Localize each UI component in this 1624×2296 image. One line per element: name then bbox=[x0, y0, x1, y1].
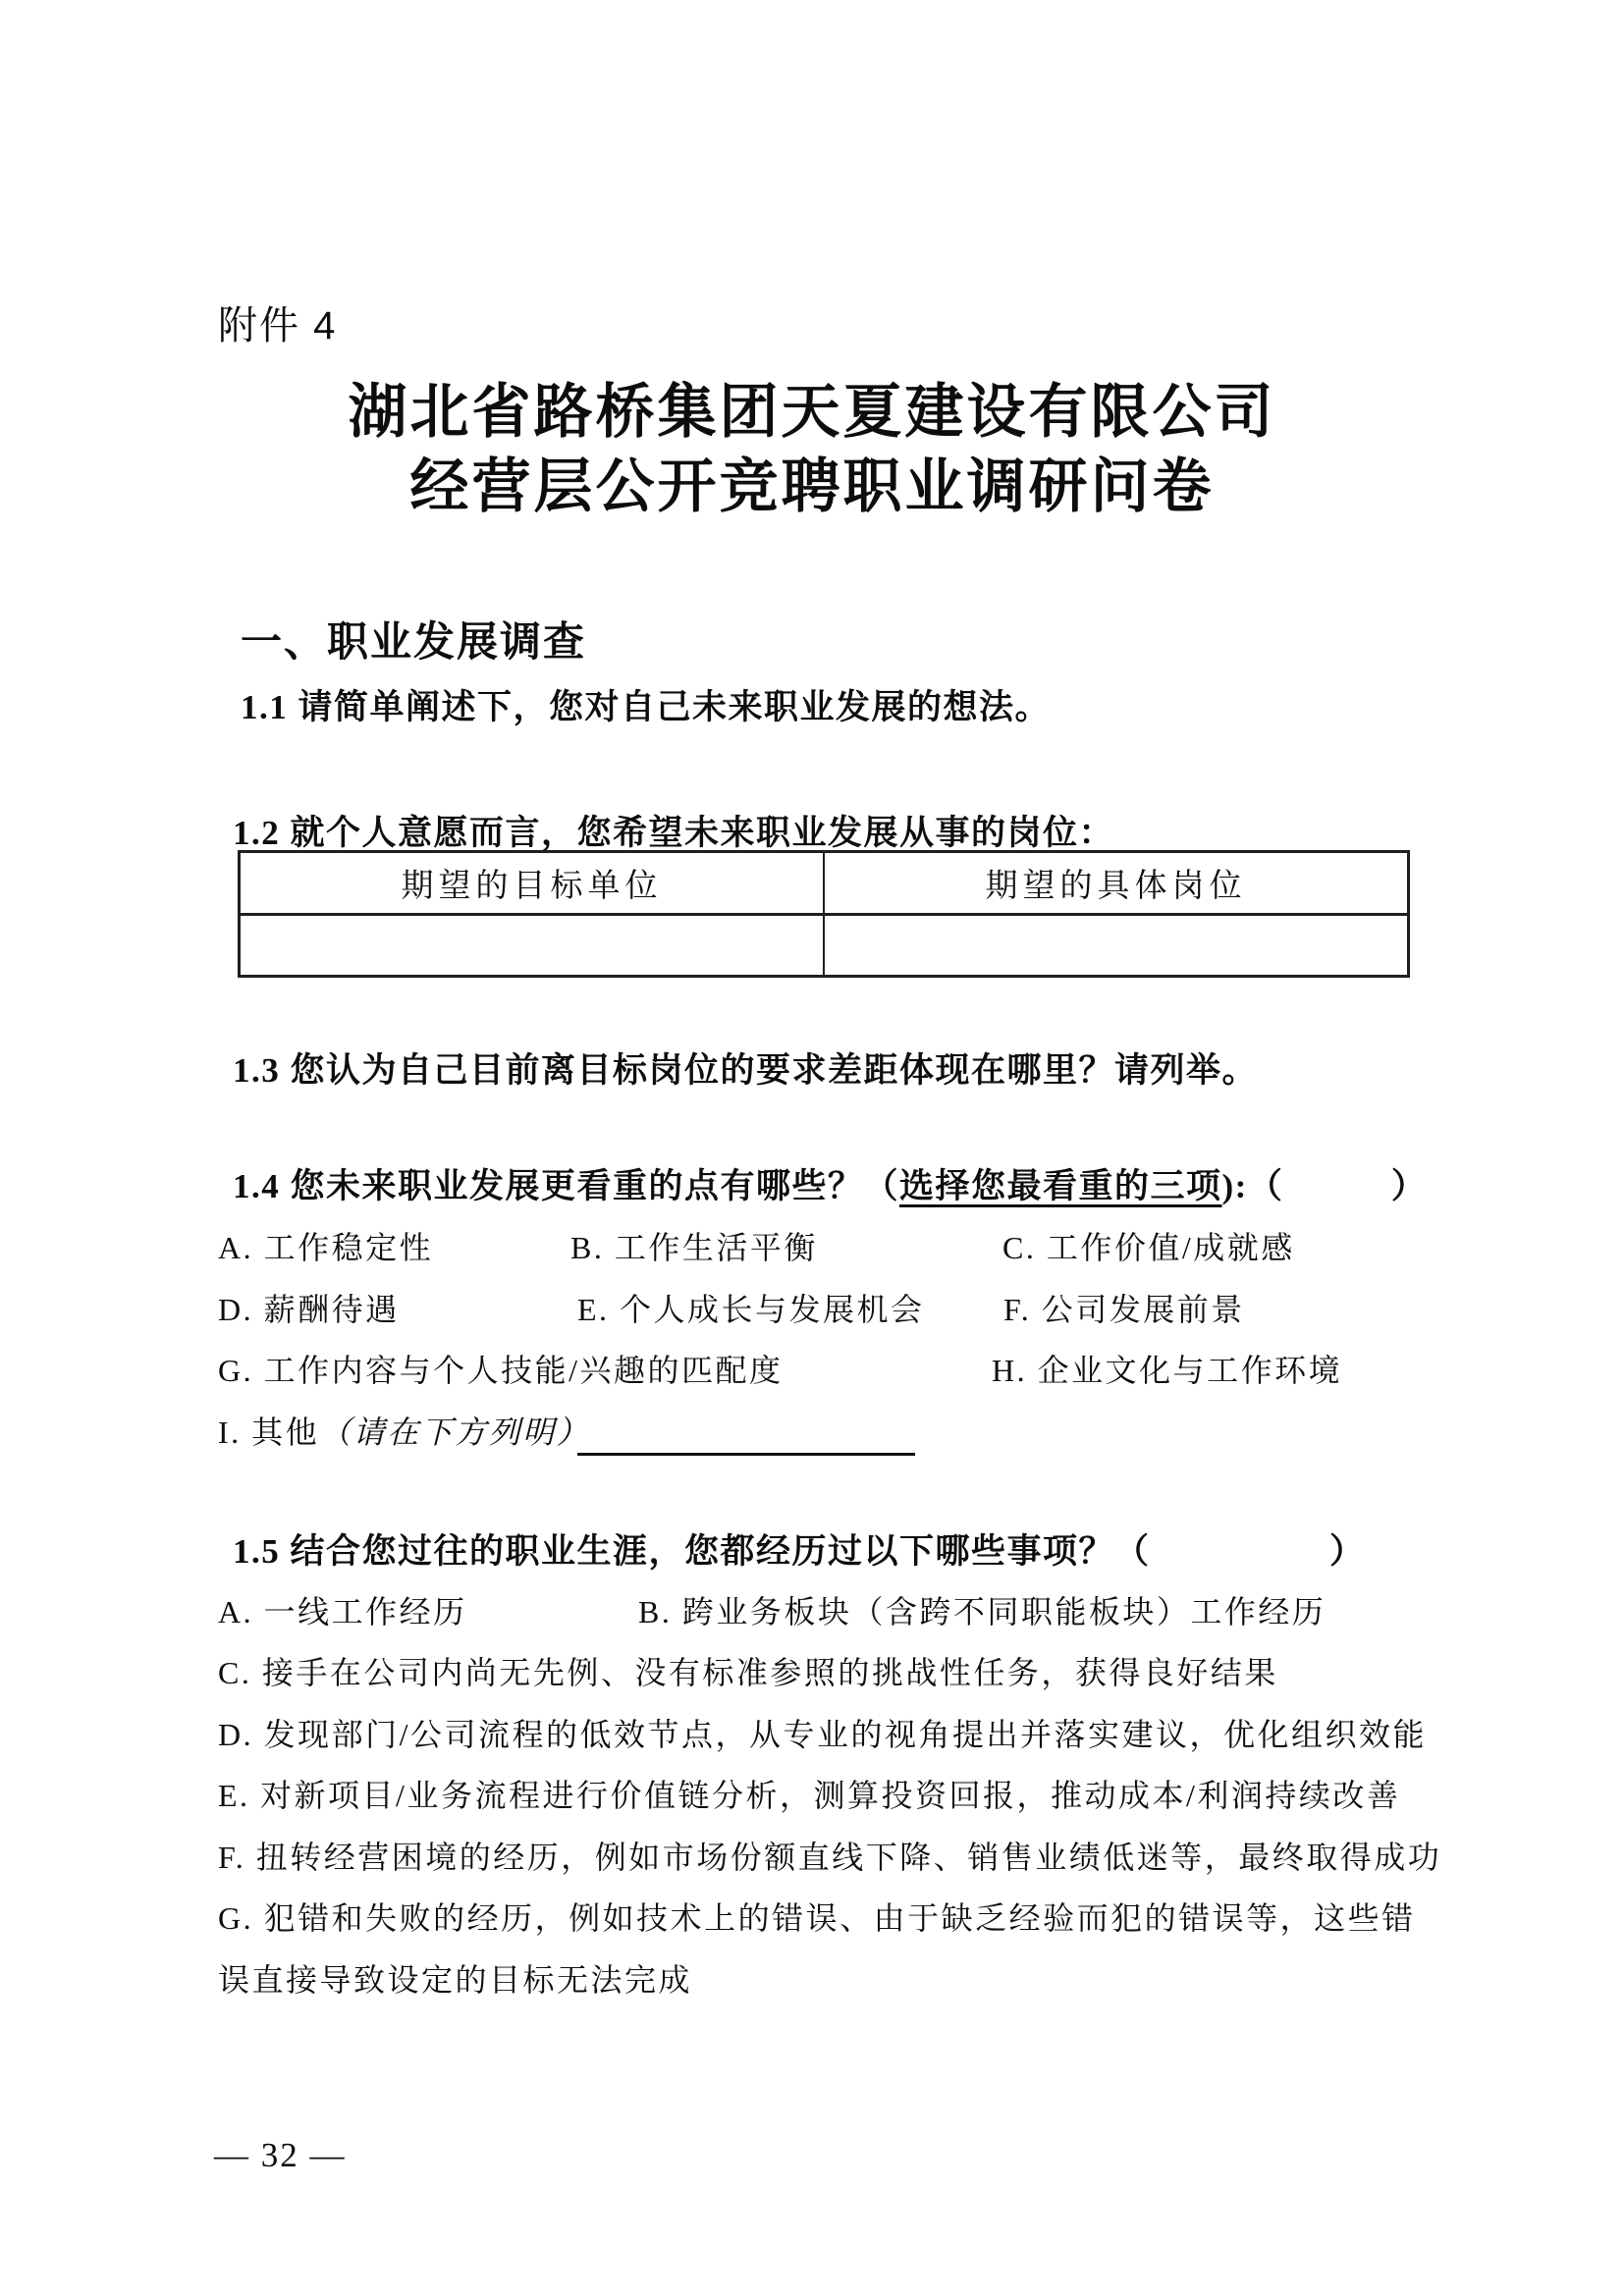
question-1-3: 1.3 您认为自己目前离目标岗位的要求差距体现在哪里？请列举。 bbox=[233, 1051, 1259, 1090]
q14-option-a: A. 工作稳定性 bbox=[218, 1230, 434, 1265]
q14-option-h: H. 企业文化与工作环境 bbox=[992, 1353, 1343, 1388]
q14-option-d: D. 薪酬待遇 bbox=[218, 1292, 400, 1327]
q14-option-g: G. 工作内容与个人技能/兴趣的匹配度 bbox=[218, 1353, 784, 1388]
q14-option-i bbox=[218, 1416, 590, 1448]
q15-option-d: D. 发现部门/公司流程的低效节点，从专业的视角提出并落实建议，优化组织效能 bbox=[218, 1717, 1428, 1752]
q15-option-e: E. 对新项目/业务流程进行价值链分析，测算投资回报，推动成本/利润持续改善 bbox=[218, 1778, 1401, 1813]
q14-other-blank-line bbox=[577, 1415, 915, 1456]
q14-prefix: 1.4 您未来职业发展更看重的点有哪些？（ bbox=[233, 1167, 900, 1205]
expectation-table bbox=[238, 850, 1410, 978]
q15-option-b: B. 跨业务板块（含跨不同职能板块）工作经历 bbox=[638, 1594, 1326, 1629]
q15-option-c: C. 接手在公司内尚无先例、没有标准参照的挑战性任务，获得良好结果 bbox=[218, 1655, 1278, 1690]
q15-option-a: A. 一线工作经历 bbox=[218, 1594, 467, 1629]
question-1-2: 1.2 就个人意愿而言，您希望未来职业发展从事的岗位： bbox=[233, 814, 1115, 852]
q14-option-b: B. 工作生活平衡 bbox=[570, 1230, 818, 1265]
input-cell-target-unit bbox=[241, 916, 825, 975]
q14-answer-parens: ):（ ） bbox=[1221, 1167, 1428, 1205]
page-number: — 32 — bbox=[214, 2136, 347, 2174]
q14-option-e: E. 个人成长与发展机会 bbox=[577, 1292, 925, 1327]
header-cell-target-unit: 期望的目标单位 bbox=[241, 853, 825, 913]
header-cell-specific-position: 期望的具体岗位 bbox=[985, 869, 1247, 904]
question-1-4 bbox=[233, 1169, 1427, 1203]
q15-option-f: F. 扭转经营困境的经历，例如市场份额直线下降、销售业绩低迷等，最终取得成功 bbox=[218, 1840, 1442, 1875]
expectation-table-input-row bbox=[241, 916, 1407, 975]
section-1-heading: 一、职业发展调查 bbox=[241, 618, 587, 665]
question-1-5: 1.5 结合您过往的职业生涯，您都经历过以下哪些事项？（ ） bbox=[233, 1532, 1366, 1571]
q14-option-i-note: （请在下方列明） bbox=[319, 1415, 591, 1450]
q14-option-c: C. 工作价值/成就感 bbox=[1002, 1230, 1295, 1265]
q15-option-g: G. 犯错和失败的经历，例如技术上的错误、由于缺乏经验而犯的错误等，这些错误直接导致设定的目标无法完成 bbox=[218, 1900, 1416, 1998]
q14-option-i-label: I. 其他 bbox=[218, 1415, 320, 1450]
attachment-label: 附件 4 bbox=[218, 304, 338, 347]
input-cell-specific-position bbox=[825, 916, 1407, 975]
doc-title-line-2: 经营层公开竞聘职业调研问卷 bbox=[409, 454, 1215, 519]
doc-title-line-1: 湖北省路桥集团天夏建设有限公司 bbox=[348, 380, 1276, 445]
q14-underlined-phrase: 选择您最看重的三项 bbox=[899, 1167, 1222, 1205]
question-1-1: 1.1 请简单阐述下，您对自己未来职业发展的想法。 bbox=[241, 688, 1052, 726]
expectation-table-header-row bbox=[241, 853, 1407, 916]
q14-option-f: F. 公司发展前景 bbox=[1003, 1292, 1245, 1327]
